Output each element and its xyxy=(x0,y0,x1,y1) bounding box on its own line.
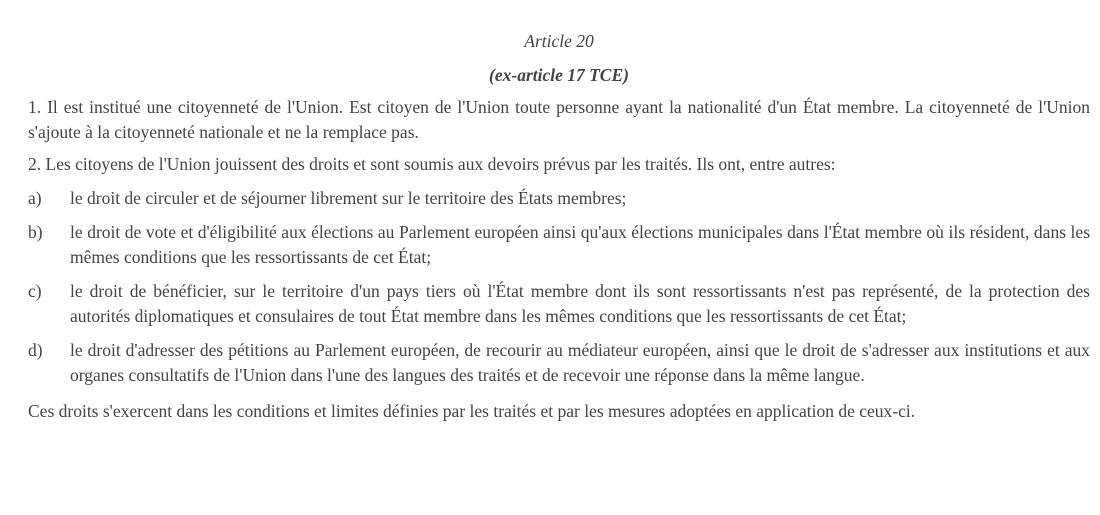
list-item-label: a) xyxy=(28,188,42,208)
list-item-d xyxy=(28,338,1090,388)
closing-paragraph: Ces droits s'exercent dans les conditions et limites définies par les traités et par les mesures adoptées en application de ceux-ci. xyxy=(28,401,916,421)
list-item-label: c) xyxy=(28,281,42,301)
list-item-a xyxy=(28,186,1090,211)
paragraph-1: 1. Il est institué une citoyenneté de l'Union. Est citoyen de l'Union toute personne ayant la nationalité d'un État membre. La citoyenneté de l'Union s'ajoute à la citoyenneté nationale et ne la remplace pas. xyxy=(28,97,1090,142)
list-item-text: le droit d'adresser des pétitions au Parlement européen, de recourir au médiateur européen, ainsi que le droit de s'adresser aux institutions et aux organes consultatifs de l'Union dans l'une des langues des traités et de recevoir une réponse dans la même langue. xyxy=(70,340,1090,385)
list-item-b xyxy=(28,220,1090,270)
list-item-c xyxy=(28,279,1090,329)
list-item-text: le droit de bénéficier, sur le territoire d'un pays tiers où l'État membre dont ils sont ressortissants n'est pas représenté, de la protection des autorités diplomatiques et consulaires de tout État membre dans les mêmes conditions que les ressortissants de cet État; xyxy=(70,281,1090,326)
paragraph-2: 2. Les citoyens de l'Union jouissent des droits et sont soumis aux devoirs prévus par les traités. Ils ont, entre autres: xyxy=(28,154,836,174)
article-subtitle: (ex-article 17 TCE) xyxy=(489,65,629,85)
list-item-label: b) xyxy=(28,222,43,242)
list-item-text: le droit de circuler et de séjourner librement sur le territoire des États membres; xyxy=(70,188,627,208)
list-item-text: le droit de vote et d'éligibilité aux élections au Parlement européen ainsi qu'aux élections municipales dans l'État membre où ils résident, dans les mêmes conditions que les ressortissants de cet État; xyxy=(70,222,1090,267)
article-title: Article 20 xyxy=(524,31,594,51)
list-item-label: d) xyxy=(28,340,43,360)
